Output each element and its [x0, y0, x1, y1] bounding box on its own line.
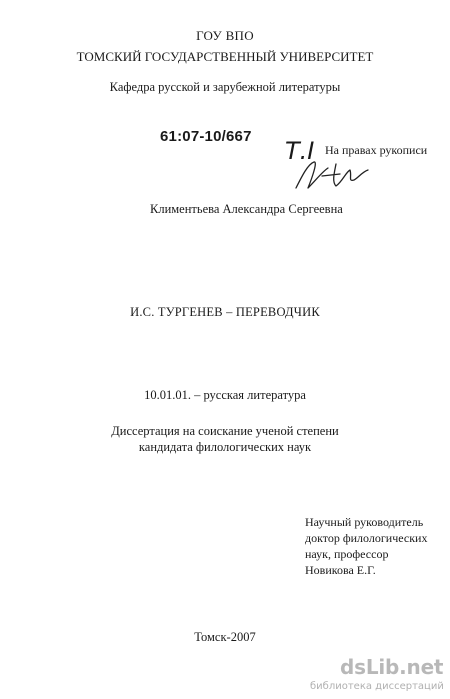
university-name: ТОМСКИЙ ГОСУДАРСТВЕННЫЙ УНИВЕРСИТЕТ: [76, 49, 374, 64]
organization-label: ГОУ ВПО: [196, 28, 254, 43]
degree-line-2: кандидата филологических наук: [138, 440, 312, 454]
dissertation-title: И.С. ТУРГЕНЕВ – ПЕРЕВОДЧИК: [130, 305, 320, 319]
supervisor-degree: доктор филологических: [305, 531, 428, 545]
supervisor-name: Новикова Е.Г.: [305, 563, 376, 577]
signature-image: [292, 158, 372, 194]
watermark-caption: библиотека диссертаций: [310, 681, 444, 692]
handwritten-mark: Т.I: [285, 137, 315, 165]
degree-line-1: Диссертация на соискание ученой степени: [111, 424, 339, 438]
department-name: Кафедра русской и зарубежной литературы: [109, 80, 341, 94]
city-year: Томск-2007: [194, 630, 256, 644]
document-number: 61:07-10/667: [160, 128, 252, 145]
supervisor-title: наук, профессор: [305, 547, 389, 561]
rights-label: На правах рукописи: [325, 143, 428, 157]
author-name: Климентьева Александра Сергеевна: [150, 202, 343, 216]
supervisor-role: Научный руководитель: [305, 515, 424, 529]
specialty-code: 10.01.01. – русская литература: [144, 388, 306, 402]
watermark-logo: dsLib.net: [340, 655, 444, 679]
